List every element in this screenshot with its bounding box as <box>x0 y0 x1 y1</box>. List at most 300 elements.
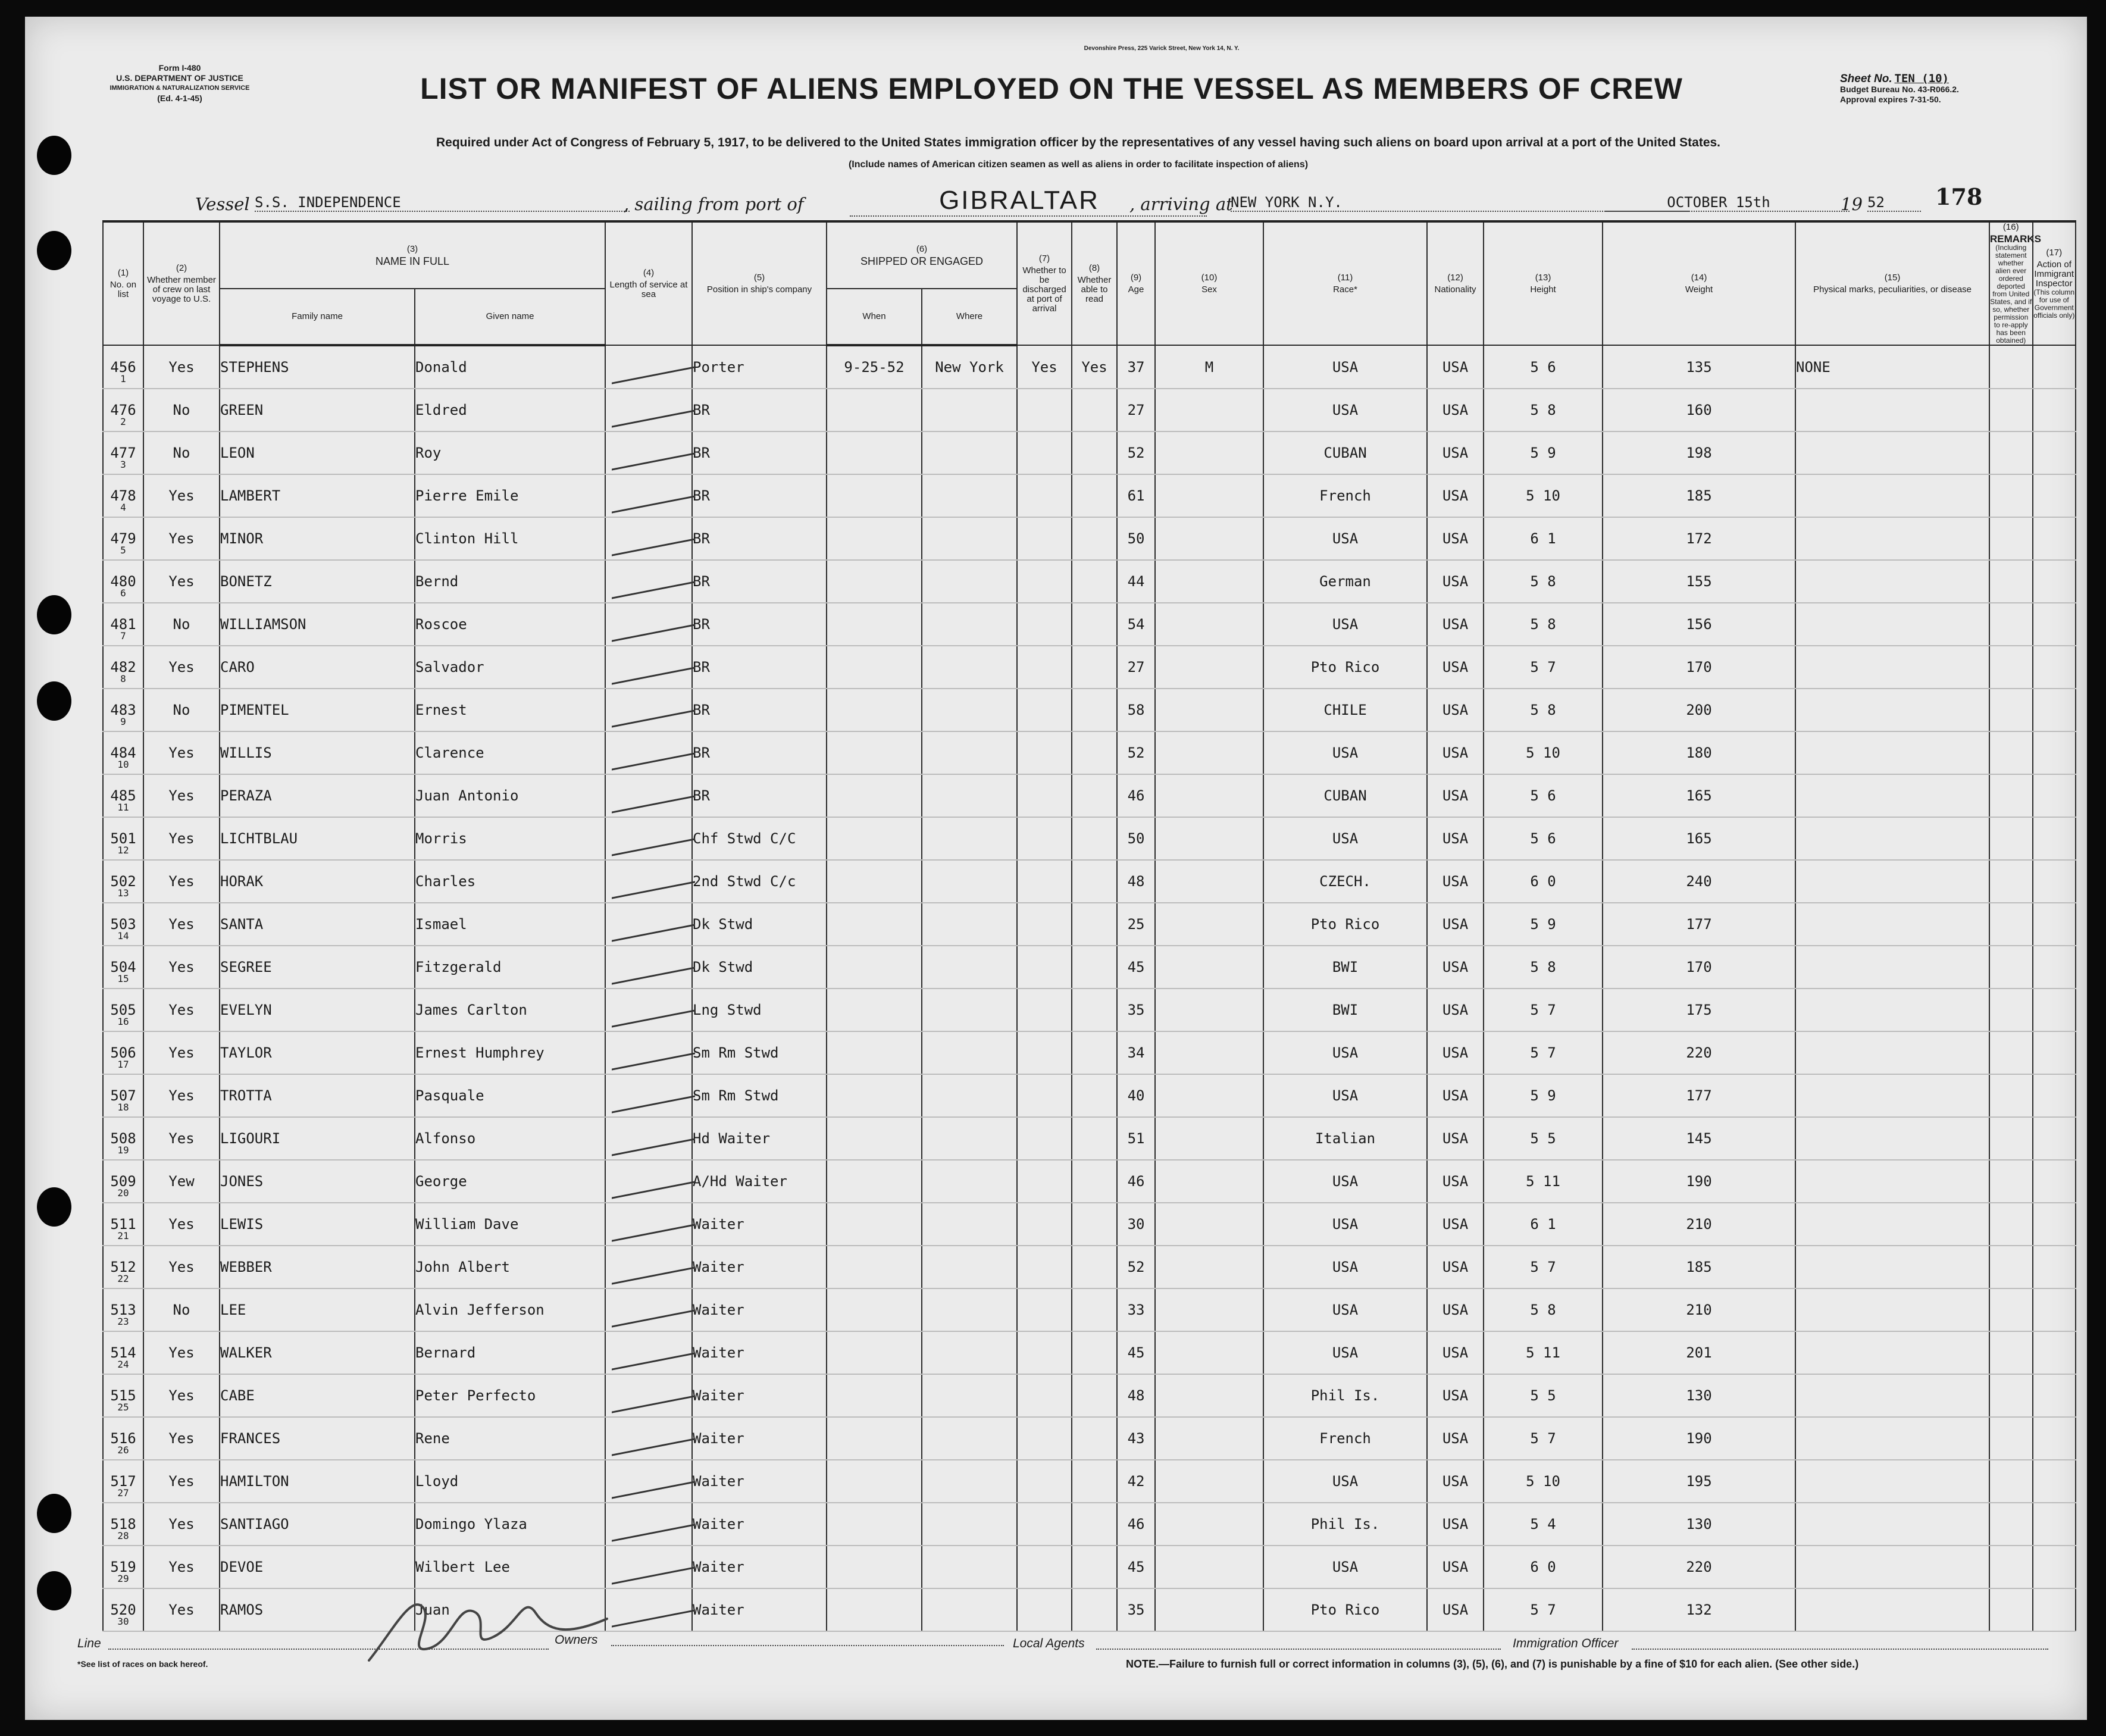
able-to-read-cell <box>1072 860 1117 903</box>
check-mark-icon <box>612 907 695 941</box>
position-cell: Dk Stwd <box>692 903 827 946</box>
last-voyage-cell: Yes <box>143 1031 220 1074</box>
shipped-where-cell <box>922 603 1017 646</box>
shipped-where-cell <box>922 560 1017 603</box>
table-row <box>103 389 2076 431</box>
inspector-action-cell <box>2033 1203 2076 1246</box>
race-cell: USA <box>1263 1546 1427 1588</box>
remarks-cell <box>1989 1160 2032 1203</box>
nationality-cell: USA <box>1427 1417 1484 1460</box>
race-cell: USA <box>1263 1203 1427 1246</box>
sex-cell <box>1155 860 1263 903</box>
race-cell: BWI <box>1263 946 1427 989</box>
weight-cell: 185 <box>1603 474 1795 517</box>
race-cell: USA <box>1263 1331 1427 1374</box>
nationality-cell: USA <box>1427 646 1484 689</box>
given-name-cell: Morris <box>415 817 605 860</box>
nationality-cell: USA <box>1427 1588 1484 1631</box>
line-number-cell: 479 5 <box>103 517 143 560</box>
last-voyage-cell: Yes <box>143 517 220 560</box>
remarks-cell <box>1989 731 2032 774</box>
weight-cell: 170 <box>1603 646 1795 689</box>
age-cell: 52 <box>1117 1246 1155 1288</box>
age-cell: 46 <box>1117 1160 1155 1203</box>
height-cell: 5 6 <box>1484 345 1603 389</box>
position-cell: Waiter <box>692 1331 827 1374</box>
shipped-when-cell <box>827 1246 922 1288</box>
service-length-cell <box>605 1117 692 1160</box>
remarks-cell <box>1989 1374 2032 1417</box>
family-name-cell: LEE <box>220 1288 415 1331</box>
line-number-cell: 485 11 <box>103 774 143 817</box>
weight-cell: 155 <box>1603 560 1795 603</box>
line-number-cell: 507 18 <box>103 1074 143 1117</box>
inspector-action-cell <box>2033 860 2076 903</box>
col-17-header: (17) Action of Immigrant Inspector (This column for use of Government officials only) <box>2033 221 2076 345</box>
discharged-cell <box>1017 603 1072 646</box>
line-number-cell: 508 19 <box>103 1117 143 1160</box>
physical-marks-cell <box>1795 689 1989 731</box>
shipped-when-cell <box>827 1546 922 1588</box>
given-name-cell: Lloyd <box>415 1460 605 1503</box>
weight-cell: 190 <box>1603 1160 1795 1203</box>
discharged-cell <box>1017 1460 1072 1503</box>
service-length-cell <box>605 774 692 817</box>
table-row <box>103 817 2076 860</box>
service-length-cell <box>605 560 692 603</box>
position-cell: BR <box>692 431 827 474</box>
service-length-cell <box>605 603 692 646</box>
given-name-cell: Clinton Hill <box>415 517 605 560</box>
race-cell: USA <box>1263 1288 1427 1331</box>
height-cell: 5 9 <box>1484 431 1603 474</box>
penalty-note: NOTE.—Failure to furnish full or correct information in columns (3), (5), (6), and (7) is punishable by a fine of $10 for each alien. (See other side.) <box>1126 1658 1859 1670</box>
family-name-cell: TAYLOR <box>220 1031 415 1074</box>
physical-marks-cell <box>1795 603 1989 646</box>
remarks-cell <box>1989 946 2032 989</box>
discharged-cell <box>1017 1074 1072 1117</box>
table-row <box>103 1160 2076 1203</box>
able-to-read-cell <box>1072 1288 1117 1331</box>
last-voyage-cell: Yes <box>143 1588 220 1631</box>
remarks-cell <box>1989 560 2032 603</box>
check-mark-icon <box>612 736 695 770</box>
family-name-cell: STEPHENS <box>220 345 415 389</box>
height-cell: 5 10 <box>1484 731 1603 774</box>
weight-cell: 240 <box>1603 860 1795 903</box>
nationality-cell: USA <box>1427 1546 1484 1588</box>
weight-cell: 165 <box>1603 774 1795 817</box>
line-number-cell: 484 10 <box>103 731 143 774</box>
family-name-cell: GREEN <box>220 389 415 431</box>
sailing-port: GIBRALTAR <box>850 186 1207 217</box>
shipped-when-cell <box>827 1503 922 1546</box>
physical-marks-cell <box>1795 1460 1989 1503</box>
family-name-cell: HORAK <box>220 860 415 903</box>
sex-cell <box>1155 603 1263 646</box>
shipped-when-cell <box>827 1117 922 1160</box>
service-length-cell <box>605 1460 692 1503</box>
check-mark-icon <box>612 821 695 856</box>
nationality-cell: USA <box>1427 774 1484 817</box>
shipped-where-cell <box>922 689 1017 731</box>
arriving-port: NEW YORK N.Y. <box>1231 194 1689 212</box>
remarks-cell <box>1989 903 2032 946</box>
able-to-read-cell <box>1072 989 1117 1031</box>
weight-cell: 132 <box>1603 1588 1795 1631</box>
remarks-cell <box>1989 1074 2032 1117</box>
given-name-cell: Eldred <box>415 389 605 431</box>
physical-marks-cell <box>1795 1417 1989 1460</box>
family-name-cell: CARO <box>220 646 415 689</box>
height-cell: 5 10 <box>1484 474 1603 517</box>
physical-marks-cell <box>1795 1374 1989 1417</box>
given-name-cell: Wilbert Lee <box>415 1546 605 1588</box>
where-header: Where <box>922 289 1017 345</box>
table-row <box>103 1417 2076 1460</box>
owners-label: Owners <box>555 1633 598 1647</box>
race-cell: Phil Is. <box>1263 1503 1427 1546</box>
sex-cell <box>1155 1031 1263 1074</box>
check-mark-icon <box>612 349 695 384</box>
position-cell: Dk Stwd <box>692 946 827 989</box>
nationality-cell: USA <box>1427 1246 1484 1288</box>
age-cell: 52 <box>1117 431 1155 474</box>
shipped-where-cell <box>922 946 1017 989</box>
binder-hole <box>37 681 71 721</box>
discharged-cell <box>1017 389 1072 431</box>
family-name-cell: TROTTA <box>220 1074 415 1117</box>
remarks-cell <box>1989 603 2032 646</box>
able-to-read-cell <box>1072 1374 1117 1417</box>
shipped-when-cell <box>827 1031 922 1074</box>
shipped-where-cell <box>922 1203 1017 1246</box>
given-name-cell: George <box>415 1160 605 1203</box>
shipped-when-cell <box>827 903 922 946</box>
physical-marks-cell <box>1795 903 1989 946</box>
height-cell: 6 0 <box>1484 860 1603 903</box>
age-cell: 54 <box>1117 603 1155 646</box>
weight-cell: 195 <box>1603 1460 1795 1503</box>
table-row <box>103 903 2076 946</box>
check-mark-icon <box>612 1164 695 1199</box>
shipped-where-cell <box>922 431 1017 474</box>
shipped-where-cell <box>922 517 1017 560</box>
family-name-cell: DEVOE <box>220 1546 415 1588</box>
form-identifier <box>102 63 257 104</box>
col-6-header: (6) SHIPPED OR ENGAGED <box>827 221 1017 289</box>
given-name-cell: Charles <box>415 860 605 903</box>
given-name-cell: Juan <box>415 1588 605 1631</box>
inspector-action-cell <box>2033 1417 2076 1460</box>
inspector-action-cell <box>2033 1460 2076 1503</box>
last-voyage-cell: No <box>143 389 220 431</box>
shipped-when-cell <box>827 1374 922 1417</box>
height-cell: 6 1 <box>1484 517 1603 560</box>
height-cell: 5 10 <box>1484 1460 1603 1503</box>
given-name-cell: John Albert <box>415 1246 605 1288</box>
col-3-header: (3) NAME IN FULL <box>220 221 605 289</box>
nationality-cell: USA <box>1427 431 1484 474</box>
nationality-cell: USA <box>1427 731 1484 774</box>
given-name-cell: Pasquale <box>415 1074 605 1117</box>
discharged-cell <box>1017 731 1072 774</box>
position-cell: BR <box>692 646 827 689</box>
given-name-cell: Salvador <box>415 646 605 689</box>
binder-hole <box>37 1494 71 1533</box>
age-cell: 51 <box>1117 1117 1155 1160</box>
discharged-cell <box>1017 817 1072 860</box>
check-mark-icon <box>612 1335 695 1370</box>
family-name-cell: EVELYN <box>220 989 415 1031</box>
position-cell: Waiter <box>692 1588 827 1631</box>
col-11-header: (11) Race* <box>1263 221 1427 345</box>
physical-marks-cell <box>1795 1074 1989 1117</box>
physical-marks-cell <box>1795 1588 1989 1631</box>
remarks-cell <box>1989 689 2032 731</box>
remarks-cell <box>1989 474 2032 517</box>
age-cell: 43 <box>1117 1417 1155 1460</box>
able-to-read-cell <box>1072 817 1117 860</box>
weight-cell: 172 <box>1603 517 1795 560</box>
race-cell: Italian <box>1263 1117 1427 1160</box>
physical-marks-cell <box>1795 646 1989 689</box>
discharged-cell <box>1017 1503 1072 1546</box>
budget-bureau: Budget Bureau No. 43-R066.2. <box>1840 85 1959 94</box>
shipped-when-cell <box>827 774 922 817</box>
shipped-where-cell: New York <box>922 345 1017 389</box>
remarks-cell <box>1989 774 2032 817</box>
check-mark-icon <box>612 693 695 727</box>
height-cell: 5 7 <box>1484 1031 1603 1074</box>
height-cell: 5 8 <box>1484 560 1603 603</box>
nationality-cell: USA <box>1427 1288 1484 1331</box>
check-mark-icon <box>612 607 695 642</box>
inspector-action-cell <box>2033 1031 2076 1074</box>
remarks-cell <box>1989 1331 2032 1374</box>
physical-marks-cell <box>1795 817 1989 860</box>
able-to-read-cell <box>1072 774 1117 817</box>
given-name-cell: Alvin Jefferson <box>415 1288 605 1331</box>
age-cell: 45 <box>1117 946 1155 989</box>
able-to-read-cell <box>1072 731 1117 774</box>
sex-cell <box>1155 1417 1263 1460</box>
last-voyage-cell: Yes <box>143 474 220 517</box>
discharged-cell: Yes <box>1017 345 1072 389</box>
shipped-where-cell <box>922 1031 1017 1074</box>
sex-cell <box>1155 1246 1263 1288</box>
discharged-cell <box>1017 1031 1072 1074</box>
able-to-read-cell <box>1072 431 1117 474</box>
shipped-when-cell <box>827 603 922 646</box>
shipped-where-cell <box>922 1546 1017 1588</box>
table-row <box>103 1074 2076 1117</box>
check-mark-icon <box>612 1378 695 1413</box>
service-length-cell <box>605 431 692 474</box>
weight-cell: 180 <box>1603 731 1795 774</box>
inspector-action-cell <box>2033 1331 2076 1374</box>
check-mark-icon <box>612 1250 695 1284</box>
table-row <box>103 1031 2076 1074</box>
sex-cell <box>1155 817 1263 860</box>
service-length-cell <box>605 1288 692 1331</box>
col-4-header: (4) Length of service at sea <box>605 221 692 345</box>
position-cell: BR <box>692 389 827 431</box>
shipped-where-cell <box>922 1588 1017 1631</box>
sex-cell <box>1155 431 1263 474</box>
sex-cell <box>1155 1460 1263 1503</box>
shipped-when-cell <box>827 1288 922 1331</box>
weight-cell: 198 <box>1603 431 1795 474</box>
family-name-cell: LAMBERT <box>220 474 415 517</box>
shipped-when-cell <box>827 1417 922 1460</box>
remarks-cell <box>1989 1546 2032 1588</box>
service-length-cell <box>605 860 692 903</box>
line-number-cell: 509 20 <box>103 1160 143 1203</box>
shipped-where-cell <box>922 1503 1017 1546</box>
position-cell: BR <box>692 474 827 517</box>
age-cell: 40 <box>1117 1074 1155 1117</box>
last-voyage-cell: Yes <box>143 903 220 946</box>
family-name-cell: LIGOURI <box>220 1117 415 1160</box>
sex-cell <box>1155 1074 1263 1117</box>
race-cell: USA <box>1263 1074 1427 1117</box>
inspector-action-cell <box>2033 903 2076 946</box>
check-mark-icon <box>612 1078 695 1113</box>
nationality-cell: USA <box>1427 517 1484 560</box>
able-to-read-cell <box>1072 1417 1117 1460</box>
remarks-cell <box>1989 1460 2032 1503</box>
shipped-when-cell <box>827 817 922 860</box>
weight-cell: 220 <box>1603 1031 1795 1074</box>
able-to-read-cell <box>1072 474 1117 517</box>
physical-marks-cell <box>1795 474 1989 517</box>
able-to-read-cell <box>1072 1203 1117 1246</box>
local-agents-label: Local Agents <box>1013 1637 1085 1650</box>
able-to-read-cell <box>1072 603 1117 646</box>
remarks-cell <box>1989 389 2032 431</box>
sex-cell <box>1155 517 1263 560</box>
sex-cell <box>1155 1546 1263 1588</box>
last-voyage-cell: Yes <box>143 817 220 860</box>
footer <box>25 1631 2087 1702</box>
weight-cell: 177 <box>1603 1074 1795 1117</box>
service-length-cell <box>605 345 692 389</box>
check-mark-icon <box>612 1464 695 1499</box>
service-length-cell <box>605 1074 692 1117</box>
check-mark-icon <box>612 436 695 470</box>
age-cell: 27 <box>1117 389 1155 431</box>
remarks-cell <box>1989 817 2032 860</box>
sex-cell <box>1155 1288 1263 1331</box>
shipped-where-cell <box>922 989 1017 1031</box>
weight-cell: 177 <box>1603 903 1795 946</box>
remarks-cell <box>1989 646 2032 689</box>
shipped-when-cell <box>827 1203 922 1246</box>
race-cell: French <box>1263 1417 1427 1460</box>
nationality-cell: USA <box>1427 389 1484 431</box>
nationality-cell: USA <box>1427 1374 1484 1417</box>
sex-cell <box>1155 1503 1263 1546</box>
given-name-cell: Clarence <box>415 731 605 774</box>
discharged-cell <box>1017 1546 1072 1588</box>
when-header: When <box>827 289 922 345</box>
position-cell: BR <box>692 560 827 603</box>
age-cell: 30 <box>1117 1203 1155 1246</box>
shipped-when-cell <box>827 731 922 774</box>
last-voyage-cell: Yew <box>143 1160 220 1203</box>
race-cell: Pto Rico <box>1263 646 1427 689</box>
check-mark-icon <box>612 478 695 513</box>
sex-cell <box>1155 946 1263 989</box>
shipped-where-cell <box>922 1246 1017 1288</box>
inspector-action-cell <box>2033 603 2076 646</box>
discharged-cell <box>1017 1331 1072 1374</box>
position-cell: Waiter <box>692 1503 827 1546</box>
given-name-cell: Roscoe <box>415 603 605 646</box>
able-to-read-cell <box>1072 1460 1117 1503</box>
immigration-officer-label: Immigration Officer <box>1513 1637 1619 1650</box>
table-row <box>103 1460 2076 1503</box>
binder-hole <box>37 595 71 634</box>
age-cell: 50 <box>1117 517 1155 560</box>
sex-cell <box>1155 389 1263 431</box>
race-cell: CUBAN <box>1263 431 1427 474</box>
nationality-cell: USA <box>1427 560 1484 603</box>
given-name-cell: Peter Perfecto <box>415 1374 605 1417</box>
col-13-header: (13) Height <box>1484 221 1603 345</box>
check-mark-icon <box>612 1507 695 1541</box>
family-name-cell: WEBBER <box>220 1246 415 1288</box>
vessel-name: S.S. INDEPENDENCE <box>255 194 630 212</box>
table-row <box>103 1117 2076 1160</box>
given-name-cell: Ernest <box>415 689 605 731</box>
shipped-when-cell <box>827 1588 922 1631</box>
last-voyage-cell: Yes <box>143 560 220 603</box>
physical-marks-cell <box>1795 517 1989 560</box>
position-cell: A/Hd Waiter <box>692 1160 827 1203</box>
given-name-cell: Bernard <box>415 1331 605 1374</box>
shipped-where-cell <box>922 474 1017 517</box>
binder-hole <box>37 136 71 175</box>
race-cell: USA <box>1263 1460 1427 1503</box>
nationality-cell: USA <box>1427 474 1484 517</box>
sheet-label: Sheet No. <box>1840 73 1892 85</box>
physical-marks-cell <box>1795 774 1989 817</box>
able-to-read-cell <box>1072 903 1117 946</box>
shipped-when-cell <box>827 1074 922 1117</box>
race-cell: CHILE <box>1263 689 1427 731</box>
nationality-cell: USA <box>1427 817 1484 860</box>
last-voyage-cell: Yes <box>143 1417 220 1460</box>
age-cell: 34 <box>1117 1031 1155 1074</box>
race-cell: USA <box>1263 517 1427 560</box>
height-cell: 5 8 <box>1484 389 1603 431</box>
physical-marks-cell <box>1795 560 1989 603</box>
sheet-info <box>1840 74 1995 105</box>
weight-cell: 156 <box>1603 603 1795 646</box>
last-voyage-cell: Yes <box>143 1503 220 1546</box>
sex-cell <box>1155 731 1263 774</box>
discharged-cell <box>1017 1417 1072 1460</box>
position-cell: Sm Rm Stwd <box>692 1074 827 1117</box>
race-cell: USA <box>1263 1160 1427 1203</box>
physical-marks-cell <box>1795 431 1989 474</box>
discharged-cell <box>1017 774 1072 817</box>
shipped-where-cell <box>922 817 1017 860</box>
nationality-cell: USA <box>1427 1031 1484 1074</box>
line-number-cell: 512 22 <box>103 1246 143 1288</box>
